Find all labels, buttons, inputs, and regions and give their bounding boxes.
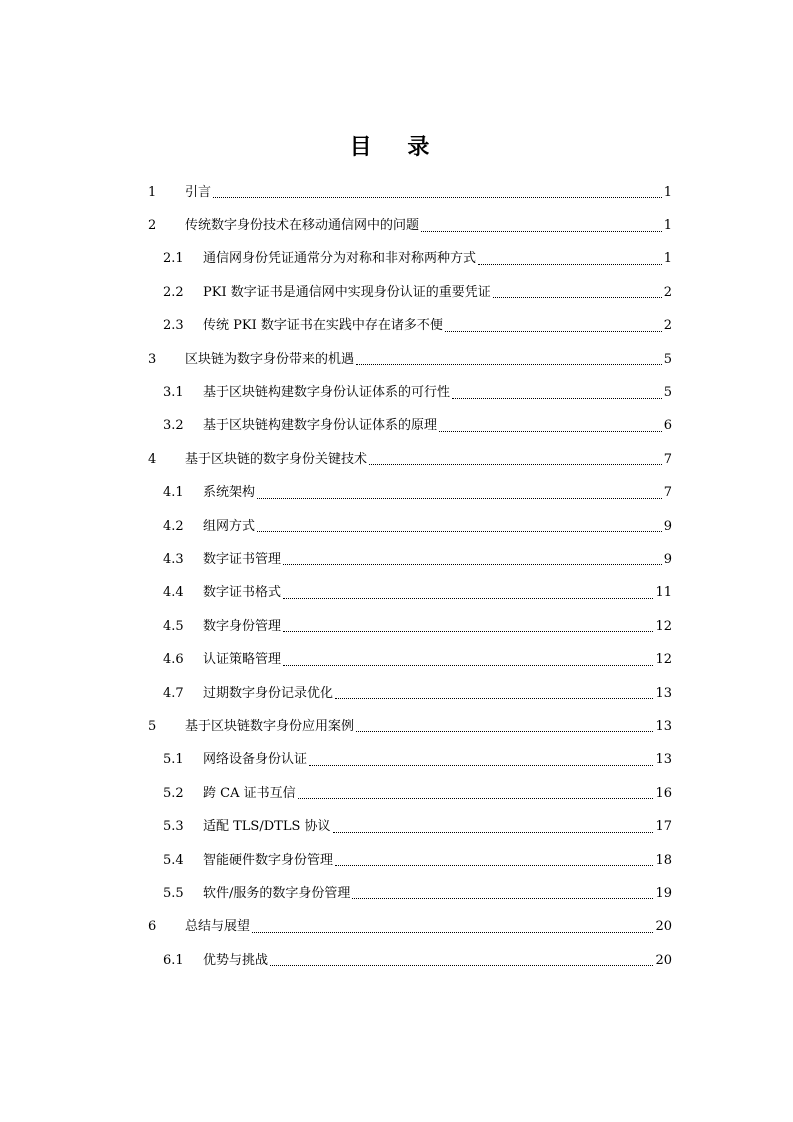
toc-entry-page-number: 19 (655, 885, 672, 901)
toc-entry-number: 4.3 (163, 551, 184, 567)
table-of-contents (147, 176, 672, 977)
dot-leader (356, 364, 662, 365)
toc-entry-number: 4.2 (163, 518, 184, 534)
toc-entry[interactable] (147, 543, 672, 576)
toc-entry[interactable] (147, 443, 672, 476)
toc-entry-number: 3.2 (163, 418, 184, 434)
toc-entry[interactable] (147, 710, 672, 743)
toc-entry-number: 3.1 (163, 385, 184, 401)
toc-entry-number: 4.7 (163, 685, 184, 701)
toc-entry-page-number: 12 (655, 618, 672, 634)
toc-entry-title[interactable]: PKI 数字证书是通信网中实现身份认证的重要凭证 (203, 284, 491, 300)
dot-leader (309, 765, 653, 766)
toc-entry-title[interactable]: 优势与挑战 (203, 952, 269, 968)
toc-entry-page-number: 9 (663, 518, 672, 534)
toc-entry-number: 3 (148, 351, 157, 367)
toc-entry-page-number: 1 (663, 184, 672, 200)
toc-entry-number: 4.6 (163, 652, 184, 668)
dot-leader (478, 264, 662, 265)
toc-entry-page-number: 7 (663, 451, 672, 467)
toc-entry[interactable] (147, 610, 672, 643)
toc-entry-page-number: 5 (663, 385, 672, 401)
toc-entry[interactable] (147, 944, 672, 977)
dot-leader (213, 197, 662, 198)
toc-entry-number: 2.3 (163, 318, 184, 334)
dot-leader (257, 531, 662, 532)
toc-entry-page-number: 1 (663, 218, 672, 234)
toc-entry-page-number: 2 (663, 284, 672, 300)
toc-entry-number: 4.4 (163, 585, 184, 601)
toc-entry-page-number: 1 (663, 251, 672, 267)
toc-entry[interactable] (147, 844, 672, 877)
toc-entry-page-number: 16 (655, 785, 672, 801)
toc-entry-title[interactable]: 认证策略管理 (203, 652, 282, 668)
toc-entry-title[interactable]: 数字身份管理 (203, 618, 282, 634)
toc-entry-title[interactable]: 数字证书管理 (203, 551, 282, 567)
toc-entry-title[interactable]: 传统数字身份技术在移动通信网中的问题 (185, 218, 420, 234)
toc-entry-number: 6.1 (163, 952, 184, 968)
toc-entry-page-number: 11 (655, 585, 672, 601)
toc-entry-title[interactable]: 跨 CA 证书互信 (203, 785, 296, 801)
dot-leader (270, 965, 653, 966)
toc-entry-page-number: 13 (655, 685, 672, 701)
toc-entry-number: 1 (148, 184, 157, 200)
dot-leader (283, 598, 653, 599)
toc-entry-title[interactable]: 数字证书格式 (203, 585, 282, 601)
toc-entry-title[interactable]: 通信网身份凭证通常分为对称和非对称两种方式 (203, 251, 477, 267)
toc-entry-page-number: 13 (655, 718, 672, 734)
toc-entry-page-number: 5 (663, 351, 672, 367)
toc-entry-title[interactable]: 引言 (185, 184, 212, 200)
toc-entry-page-number: 6 (663, 418, 672, 434)
dot-leader (333, 832, 654, 833)
toc-entry-title[interactable]: 网络设备身份认证 (203, 752, 308, 768)
toc-entry-title[interactable]: 智能硬件数字身份管理 (203, 852, 334, 868)
dot-leader (421, 231, 662, 232)
toc-entry[interactable] (147, 343, 672, 376)
toc-entry[interactable] (147, 276, 672, 309)
dot-leader (252, 932, 653, 933)
toc-entry-title[interactable]: 系统架构 (203, 485, 256, 501)
toc-entry-page-number: 2 (663, 318, 672, 334)
toc-entry[interactable] (147, 643, 672, 676)
dot-leader (356, 731, 653, 732)
toc-entry-page-number: 12 (655, 652, 672, 668)
toc-entry[interactable] (147, 477, 672, 510)
toc-entry-number: 6 (148, 919, 157, 935)
dot-leader (445, 331, 662, 332)
toc-entry[interactable] (147, 243, 672, 276)
toc-entry-title[interactable]: 基于区块链数字身份应用案例 (185, 718, 355, 734)
toc-entry-number: 5.5 (163, 885, 184, 901)
toc-entry-page-number: 18 (655, 852, 672, 868)
dot-leader (257, 498, 662, 499)
toc-entry-title[interactable]: 基于区块链的数字身份关键技术 (185, 451, 368, 467)
toc-entry-number: 5.4 (163, 852, 184, 868)
toc-entry-title[interactable]: 总结与展望 (185, 919, 251, 935)
page-title: 目 录 (349, 135, 444, 160)
toc-entry-page-number: 9 (663, 551, 672, 567)
toc-entry-title[interactable]: 基于区块链构建数字身份认证体系的原理 (203, 418, 438, 434)
toc-entry[interactable] (147, 410, 672, 443)
toc-entry-number: 4.1 (163, 485, 184, 501)
toc-entry-title[interactable]: 过期数字身份记录优化 (203, 685, 334, 701)
toc-entry[interactable] (147, 310, 672, 343)
toc-entry-page-number: 20 (655, 919, 672, 935)
toc-entry-number: 2.1 (163, 251, 184, 267)
toc-entry-page-number: 20 (655, 952, 672, 968)
toc-entry-page-number: 13 (655, 752, 672, 768)
toc-entry[interactable] (147, 577, 672, 610)
dot-leader (283, 631, 653, 632)
toc-entry-number: 5.1 (163, 752, 184, 768)
toc-entry-title[interactable]: 适配 TLS/DTLS 协议 (203, 819, 331, 835)
dot-leader (283, 564, 662, 565)
toc-entry-number: 4.5 (163, 618, 184, 634)
toc-entry-title[interactable]: 基于区块链构建数字身份认证体系的可行性 (203, 385, 451, 401)
toc-entry-title[interactable]: 区块链为数字身份带来的机遇 (185, 351, 355, 367)
toc-entry[interactable] (147, 677, 672, 710)
toc-entry-page-number: 7 (663, 485, 672, 501)
dot-leader (439, 431, 662, 432)
toc-entry[interactable] (147, 777, 672, 810)
toc-entry-number: 2 (148, 218, 157, 234)
toc-entry[interactable] (147, 810, 672, 843)
dot-leader (352, 898, 653, 899)
dot-leader (452, 398, 662, 399)
dot-leader (369, 464, 662, 465)
dot-leader (298, 798, 654, 799)
dot-leader (335, 698, 653, 699)
toc-entry[interactable] (147, 744, 672, 777)
dot-leader (283, 665, 653, 666)
toc-entry-page-number: 17 (655, 819, 672, 835)
toc-entry[interactable] (147, 510, 672, 543)
toc-entry-title[interactable]: 组网方式 (203, 518, 256, 534)
dot-leader (335, 865, 653, 866)
toc-entry[interactable] (147, 176, 672, 209)
toc-entry-number: 5.3 (163, 819, 184, 835)
toc-entry-number: 5.2 (163, 785, 184, 801)
toc-entry[interactable] (147, 209, 672, 242)
toc-entry[interactable] (147, 376, 672, 409)
toc-entry-number: 5 (148, 718, 157, 734)
toc-entry[interactable] (147, 911, 672, 944)
toc-entry-title[interactable]: 软件/服务的数字身份管理 (203, 885, 351, 901)
toc-entry[interactable] (147, 877, 672, 910)
dot-leader (493, 297, 662, 298)
toc-entry-number: 4 (148, 451, 157, 467)
toc-entry-number: 2.2 (163, 284, 184, 300)
toc-entry-title[interactable]: 传统 PKI 数字证书在实践中存在诸多不便 (203, 318, 443, 334)
